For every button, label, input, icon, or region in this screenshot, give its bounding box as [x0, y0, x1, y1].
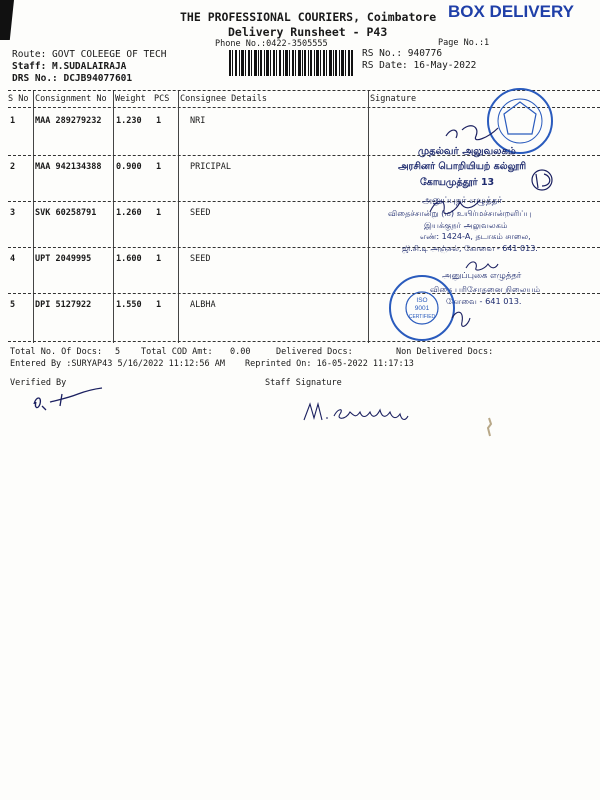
rs-date: RS Date: 16-May-2022 [362, 60, 477, 71]
row-pcs: 1 [156, 208, 162, 218]
row-pcs: 1 [156, 162, 162, 172]
row-weight: 1.230 [116, 116, 142, 126]
col-divider [113, 91, 114, 343]
stamp-row4-line3: கோவை - 641 013. [446, 296, 522, 306]
stamp-row4-line1: அனுப்புகை எழுத்தர் [442, 271, 522, 281]
reprinted-on: Reprinted On: 16-05-2022 11:17:13 [245, 359, 414, 369]
svg-text:CERTIFIED: CERTIFIED [408, 314, 436, 320]
stamp-signature [522, 166, 562, 194]
page-number: Page No.:1 [438, 38, 490, 48]
row-weight: 1.600 [116, 254, 142, 264]
col-header-consignee: Consignee Details [180, 94, 267, 104]
row-sno: 5 [10, 300, 16, 310]
col-header-consignment: Consignment No [35, 94, 107, 104]
verified-by-label: Verified By [10, 378, 67, 388]
stamp-signature [462, 256, 502, 274]
row-weight: 1.260 [116, 208, 142, 218]
box-delivery-stamp-text: BOX DELIVERY [448, 2, 574, 21]
row-sno: 1 [10, 116, 16, 126]
non-delivered-docs-label: Non Delivered Docs: [396, 347, 494, 357]
row-weight: 1.550 [116, 300, 142, 310]
stamp-row3-line1: அனுப்புநர் எழுத்தர் [422, 196, 503, 206]
row-consignee: SEED [190, 254, 211, 264]
row-consignment: DPI 5127922 [35, 300, 92, 310]
barcode [229, 50, 354, 76]
stamp-row3-line5: ஜி.சி.டி அஞ்சல், கோவை - 641 013. [402, 244, 538, 253]
staff-label: Staff: M.SUDALAIRAJA [12, 61, 127, 72]
col-divider [368, 91, 369, 343]
col-header-signature: Signature [370, 94, 417, 104]
row-consignment: MAA 289279232 [35, 116, 102, 126]
stamp-signature [426, 192, 486, 222]
verifier-signature [28, 386, 108, 418]
stamp-row3-line2: விதைச்சான்று (ம) உயிர்மச்சான்றளிப்பு [388, 208, 532, 218]
delivered-docs-label: Delivered Docs: [276, 347, 353, 357]
stray-mark [482, 416, 496, 438]
box-delivery-stamp [440, 0, 590, 22]
drs-number: DRS No.: DCJB94077601 [12, 73, 133, 84]
stamp-row3-line3: இயக்குநர் அலுவலகம் [424, 220, 508, 230]
row-consignee: SEED [190, 208, 211, 218]
col-header-pcs: PCS [154, 94, 170, 104]
company-name: THE PROFESSIONAL COURIERS, Coimbatore [180, 10, 437, 24]
svg-text:9001: 9001 [414, 305, 430, 312]
row-consignment: MAA 942134388 [35, 162, 102, 172]
row-rule [8, 201, 600, 202]
row-weight: 0.900 [116, 162, 142, 172]
stamp-row3-line4: எண்: 1424-A, தடாகம் சாலை, [420, 232, 531, 241]
row-pcs: 1 [156, 116, 162, 126]
row-consignment: UPT 2049995 [35, 254, 92, 264]
stamp-row2-line2: அரசினர் பொறியியற் கல்லூரி [398, 161, 527, 172]
col-header-weight: Weight [115, 94, 146, 104]
stamp-row2-line3: கோயமுத்தூர் 13 [420, 177, 495, 188]
iso-seal-stamp [382, 272, 472, 342]
runsheet-title: Delivery Runsheet - P43 [228, 25, 388, 39]
route-label: Route: GOVT COLEEGE OF TECH [12, 49, 167, 60]
row-consignee: NRI [190, 116, 206, 126]
row-consignee: PRICIPAL [190, 162, 231, 172]
cod-label: Total COD Amt: [141, 347, 213, 357]
row-consignee: ALBHA [190, 300, 216, 310]
phone-number: Phone No.:0422-3505555 [215, 39, 328, 49]
col-divider [33, 91, 34, 343]
col-header-sno: S No [8, 94, 29, 104]
staff-signature [300, 398, 430, 428]
total-docs-value: 5 [115, 347, 121, 357]
rs-number: RS No.: 940776 [362, 48, 443, 59]
staff-signature-label: Staff Signature [265, 378, 342, 388]
table-bottom-rule [8, 341, 600, 342]
cod-value: 0.00 [230, 347, 251, 357]
svg-text:ISO: ISO [416, 297, 428, 304]
row-sno: 4 [10, 254, 16, 264]
stamp-row4-line2: விதை பரிசோதனை நிலையம் [430, 284, 541, 294]
stamp-row2-line1: முதல்வர் அலுவலகம் [418, 146, 516, 157]
total-docs-label: Total No. Of Docs: [10, 347, 103, 357]
row-pcs: 1 [156, 300, 162, 310]
row-pcs: 1 [156, 254, 162, 264]
col-divider [178, 91, 179, 343]
row-consignment: SVK 60258791 [35, 208, 97, 218]
row-sno: 3 [10, 208, 16, 218]
scan-shadow [0, 0, 14, 40]
entered-by: Entered By :SURYAP43 5/16/2022 11:12:56 AM [10, 359, 225, 369]
row-sno: 2 [10, 162, 16, 172]
